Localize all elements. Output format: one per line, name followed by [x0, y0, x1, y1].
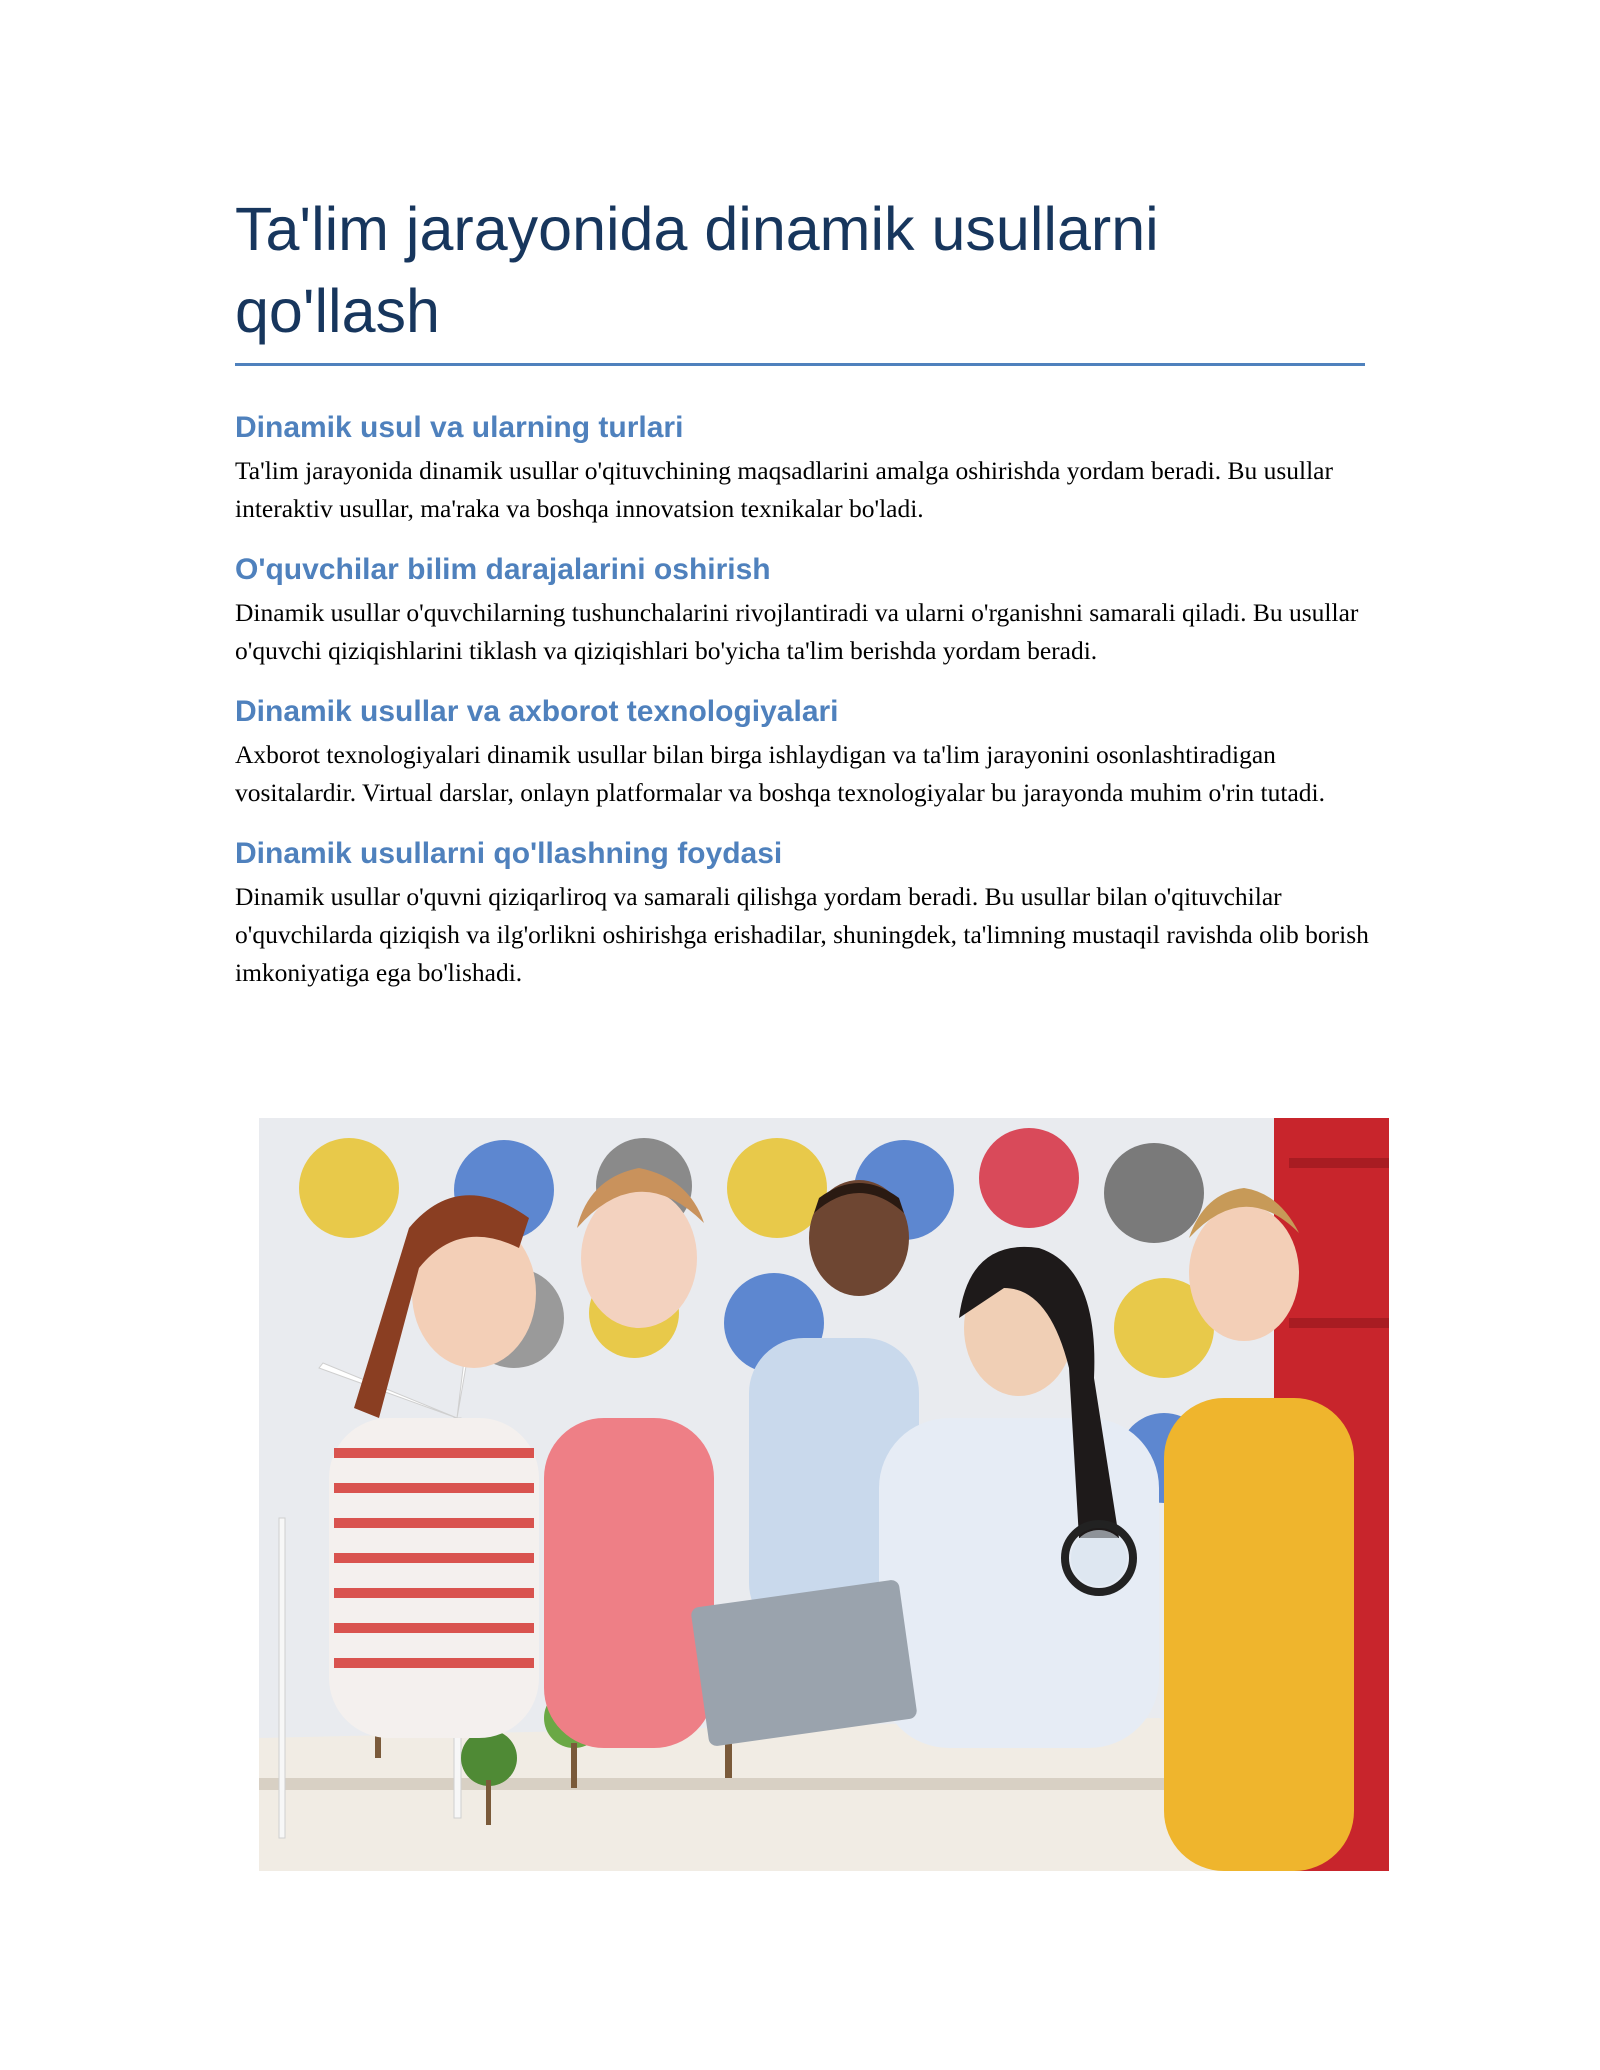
section-paragraph: Ta'lim jarayonida dinamik usullar o'qituvchining maqsadlarini amalga oshirishda yordam beradi. Bu usullar interaktiv usullar, ma'raka va boshqa innovatsion texnikalar bo'ladi.	[235, 456, 1333, 523]
section-heading: Dinamik usullarni qo'llashning foydasi	[235, 837, 783, 870]
section-heading: Dinamik usul va ularning turlari	[235, 411, 684, 444]
section-paragraph: Dinamik usullar o'quvni qiziqarliroq va samarali qilishga yordam beradi. Bu usullar bilan o'qituvchilar o'quvchilarda qiziqish va ilg'orlikni oshirishga erishadilar, shuningdek, ta'limning mustaqil ravishda olib borish imkoniyatiga ega bo'lishadi.	[235, 882, 1369, 987]
section-information-technology	[235, 692, 1370, 812]
section-knowledge-levels	[235, 550, 1370, 670]
classroom-photo	[259, 1118, 1389, 1871]
section-dynamic-methods	[235, 408, 1370, 528]
document-body	[235, 408, 1370, 1014]
section-paragraph: Axborot texnologiyalari dinamik usullar bilan birga ishlaydigan va ta'lim jarayonini osonlashtiradigan vositalardir. Virtual darslar, onlayn platformalar va boshqa texnologiyalar bu jarayonda muhim o'rin tutadi.	[235, 740, 1325, 807]
section-paragraph: Dinamik usullar o'quvchilarning tushunchalarini rivojlantiradi va ularni o'rganishni samarali qiladi. Bu usullar o'quvchi qiziqishlarini tiklash va qiziqishlari bo'yicha ta'lim berishda yordam beradi.	[235, 598, 1359, 665]
section-heading: O'quvchilar bilim darajalarini oshirish	[235, 553, 771, 586]
title-divider	[235, 363, 1365, 366]
page-title: Ta'lim jarayonida dinamik usullarni qo'llash	[235, 195, 1159, 345]
section-benefits	[235, 834, 1370, 992]
section-heading: Dinamik usullar va axborot texnologiyalari	[235, 695, 839, 728]
